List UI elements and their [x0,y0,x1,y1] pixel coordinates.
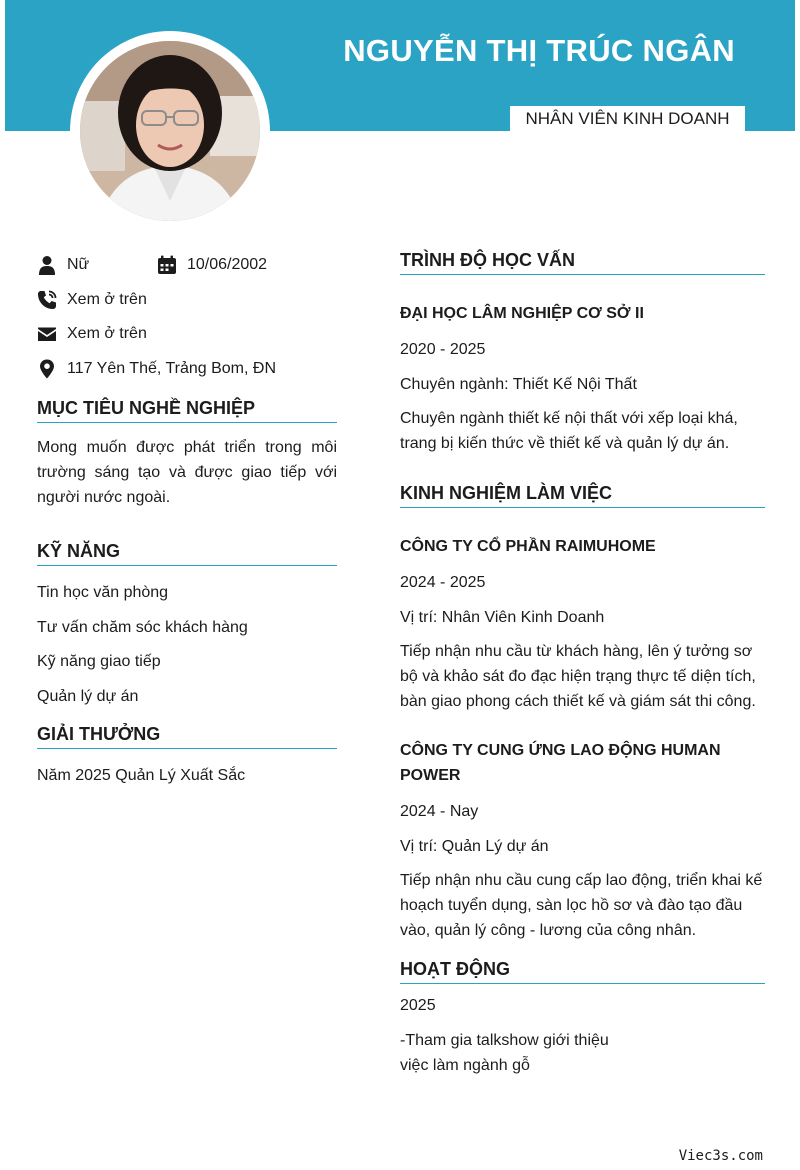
location-icon [37,359,57,379]
activities-title: HOẠT ĐỘNG [400,959,765,984]
education-period: 2020 - 2025 [400,341,486,358]
email-icon [37,324,57,344]
job-period: 2024 - 2025 [400,574,486,591]
award-item: Năm 2025 Quản Lý Xuất Sắc [37,766,246,784]
candidate-name: NGUYỄN THỊ TRÚC NGÂN [343,33,735,68]
left-column [37,248,337,797]
career-goal-text: Mong muốn được phát triển trong môi trường sáng tạo và được giao tiếp với người nước ngoài. [37,439,337,506]
address: 117 Yên Thế, Trảng Bom, ĐN [67,359,277,377]
education-description: Chuyên ngành thiết kế nội thất với xếp loại khá, trang bị kiến thức về thiết kế và quản lý dự án. [400,410,738,452]
phone-row [37,283,337,318]
activity-year: 2025 [400,997,436,1014]
watermark: Viec3s.com [678,1148,763,1164]
email: Xem ở trên [67,325,147,343]
skills-title: KỸ NĂNG [37,541,337,566]
education-title: TRÌNH ĐỘ HỌC VẤN [400,250,765,275]
skill-item: Tư vấn chăm sóc khách hàng [37,618,248,636]
gender-birthday-row [37,248,337,283]
awards-title: GIẢI THƯỞNG [37,724,337,749]
job-description: Tiếp nhận nhu cầu cung cấp lao động, triển khai kế hoạch tuyển dụng, sàn lọc hồ sơ và đào tạo đầu vào, quản lý công - lương của công nhân. [400,872,763,939]
experience-title: KINH NGHIỆM LÀM VIỆC [400,483,765,508]
job-position: Vị trí: Quản Lý dự án [400,837,549,855]
calendar-icon [157,255,177,275]
skill-item: Kỹ năng giao tiếp [37,653,161,670]
company-name: CÔNG TY CỔ PHẦN RAIMUHOME [400,538,656,555]
email-row [37,317,337,352]
job-position: Vị trí: Nhân Viên Kinh Doanh [400,608,605,626]
education-major: Chuyên ngành: Thiết Kế Nội Thất [400,375,637,393]
career-goal-title: MỤC TIÊU NGHỀ NGHIỆP [37,398,337,423]
skill-item: Tin học văn phòng [37,584,169,601]
address-row [37,352,337,387]
job-description: Tiếp nhận nhu cầu từ khách hàng, lên ý tưởng sơ bộ và khảo sát đo đạc hiện trạng thực tế diện tích, bàn giao phong cách thiết kế và giám sát thi công. [400,643,756,710]
job-period: 2024 - Nay [400,803,479,820]
phone-icon [37,290,57,310]
avatar [80,41,260,221]
gender: Nữ [67,256,90,274]
company-name: CÔNG TY CUNG ỨNG LAO ĐỘNG HUMAN POWER [400,742,721,784]
activity-line: việc làm ngành gỗ [400,1056,530,1074]
phone: Xem ở trên [67,290,147,308]
school-name: ĐẠI HỌC LÂM NGHIỆP CƠ SỞ II [400,305,644,322]
activity-line: -Tham gia talkshow giới thiệu [400,1031,609,1049]
skill-item: Quản lý dự án [37,687,139,705]
user-icon [37,255,57,275]
job-title: NHÂN VIÊN KINH DOANH [510,106,745,131]
birthday: 10/06/2002 [187,256,268,274]
right-column [400,250,765,1078]
